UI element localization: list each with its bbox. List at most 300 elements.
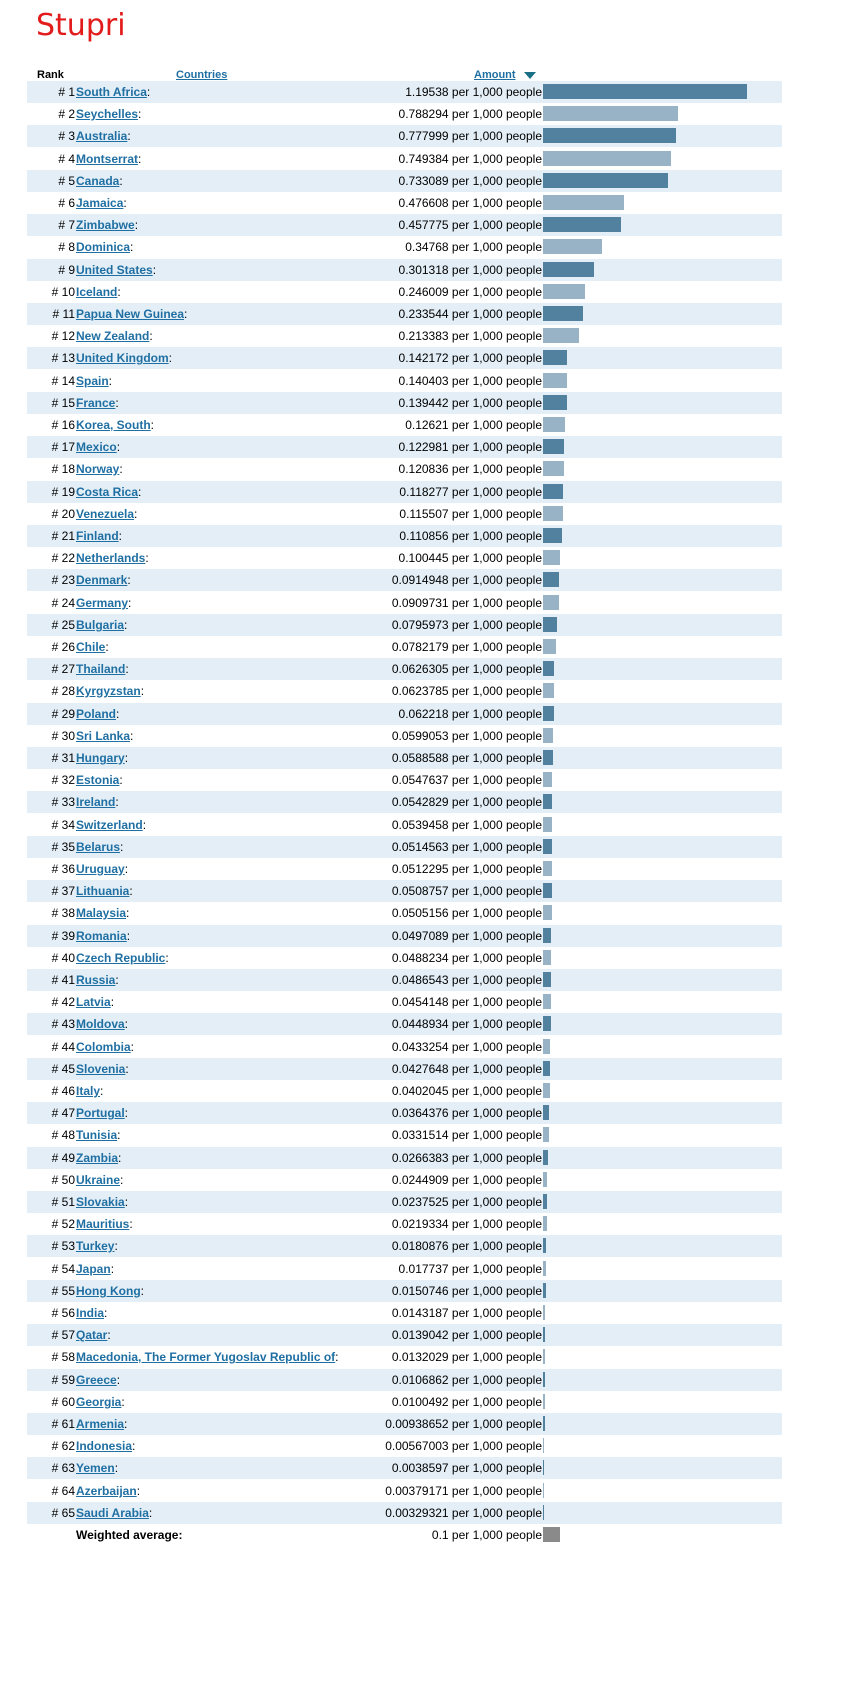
rank-cell: # 33: [51, 795, 75, 809]
rank-cell: # 60: [51, 1395, 75, 1409]
value-bar: [543, 683, 554, 698]
country-link[interactable]: Montserrat: [76, 152, 139, 166]
country-link[interactable]: Mexico: [76, 440, 117, 454]
amount-cell: 0.139442 per 1,000 people: [398, 396, 542, 410]
rank-cell: # 55: [51, 1284, 75, 1298]
value-bar: [543, 1127, 549, 1142]
value-bar: [543, 1039, 550, 1054]
table-row: [27, 192, 782, 214]
country-cell: Dominica:: [76, 240, 134, 254]
country-cell: Kyrgyzstan:: [76, 684, 145, 698]
table-row: [27, 370, 782, 392]
value-bar: [543, 328, 579, 343]
table-row: [27, 902, 782, 924]
country-cell: Moldova:: [76, 1017, 129, 1031]
country-link[interactable]: Turkey: [76, 1239, 115, 1253]
rank-cell: # 58: [51, 1350, 75, 1364]
country-link[interactable]: Slovakia: [76, 1195, 125, 1209]
country-cell: Thailand:: [76, 662, 129, 676]
country-link[interactable]: Belarus: [76, 840, 121, 854]
value-bar: [543, 1283, 546, 1298]
table-row: [27, 1457, 782, 1479]
country-link[interactable]: Portugal: [76, 1106, 125, 1120]
country-cell: Mexico:: [76, 440, 121, 454]
country-cell: Montserrat:: [76, 152, 142, 166]
amount-cell: 1.19538 per 1,000 people: [405, 85, 542, 99]
rank-cell: # 56: [51, 1306, 75, 1320]
country-link[interactable]: Czech Republic: [76, 951, 166, 965]
country-cell: Azerbaijan:: [76, 1484, 141, 1498]
rank-cell: # 28: [51, 684, 75, 698]
country-link[interactable]: Japan: [76, 1262, 111, 1276]
amount-cell: 0.122981 per 1,000 people: [398, 440, 542, 454]
value-bar: [543, 950, 551, 965]
page-title: Stupri: [36, 8, 126, 43]
country-link[interactable]: Qatar: [76, 1328, 108, 1342]
country-link[interactable]: Australia: [76, 129, 128, 143]
amount-cell: 0.476608 per 1,000 people: [398, 196, 542, 210]
rank-cell: # 53: [51, 1239, 75, 1253]
table-row: [27, 1124, 782, 1146]
table-row: [27, 1213, 782, 1235]
rank-cell: # 30: [51, 729, 75, 743]
value-bar: [543, 839, 552, 854]
country-link[interactable]: Zimbabwe: [76, 218, 135, 232]
value-bar: [543, 1061, 550, 1076]
rank-cell: # 29: [51, 707, 75, 721]
value-bar: [543, 1261, 546, 1276]
country-link[interactable]: Greece: [76, 1373, 117, 1387]
country-link[interactable]: Seychelles: [76, 107, 139, 121]
amount-cell: 0.0038597 per 1,000 people: [391, 1461, 542, 1475]
amount-cell: 0.0599053 per 1,000 people: [391, 729, 542, 743]
amount-cell: 0.00567003 per 1,000 people: [385, 1439, 542, 1453]
amount-cell: 0.0782179 per 1,000 people: [391, 640, 542, 654]
country-cell: South Africa:: [76, 85, 151, 99]
amount-cell: 0.0505156 per 1,000 people: [391, 906, 542, 920]
country-link[interactable]: Papua New Guinea: [76, 307, 185, 321]
country-cell: Seychelles:: [76, 107, 142, 121]
value-bar: [543, 1438, 544, 1453]
country-link[interactable]: Kyrgyzstan: [76, 684, 141, 698]
value-bar: [543, 994, 551, 1009]
table-row: [27, 1435, 782, 1457]
country-cell: Japan:: [76, 1262, 115, 1276]
country-cell: Netherlands:: [76, 551, 149, 565]
value-bar: [543, 1105, 549, 1120]
value-bar: [543, 506, 563, 521]
rank-cell: # 16: [51, 418, 75, 432]
country-link[interactable]: Uruguay: [76, 862, 125, 876]
country-link[interactable]: Finland: [76, 529, 119, 543]
value-bar: [543, 639, 556, 654]
amount-cell: 0.062218 per 1,000 people: [398, 707, 542, 721]
amount-cell: 0.0180876 per 1,000 people: [391, 1239, 542, 1253]
value-bar: [543, 617, 557, 632]
value-bar: [543, 661, 554, 676]
rank-cell: # 63: [51, 1461, 75, 1475]
amount-cell: 0.301318 per 1,000 people: [398, 263, 542, 277]
amount-cell: 0.142172 per 1,000 people: [398, 351, 542, 365]
country-link[interactable]: Switzerland: [76, 818, 143, 832]
value-bar: [543, 794, 552, 809]
value-bar: [543, 1416, 545, 1431]
country-cell: Chile:: [76, 640, 109, 654]
amount-cell: 0.0626305 per 1,000 people: [391, 662, 542, 676]
sort-descending-arrow-icon[interactable]: [524, 72, 536, 79]
value-bar: [543, 395, 567, 410]
country-cell: Lithuania:: [76, 884, 133, 898]
amount-cell: 0.749384 per 1,000 people: [398, 152, 542, 166]
amount-column-header-link[interactable]: Amount: [474, 69, 516, 81]
rank-cell: # 27: [51, 662, 75, 676]
rank-cell: # 9: [58, 263, 75, 277]
amount-cell: 0.140403 per 1,000 people: [398, 374, 542, 388]
country-link[interactable]: South Africa: [76, 85, 147, 99]
table-row: [27, 1369, 782, 1391]
amount-cell: 0.788294 per 1,000 people: [398, 107, 542, 121]
value-bar: [543, 1372, 545, 1387]
weighted-average-bar: [543, 1527, 560, 1542]
amount-cell: 0.0237525 per 1,000 people: [391, 1195, 542, 1209]
rank-cell: # 47: [51, 1106, 75, 1120]
value-bar: [543, 750, 553, 765]
amount-cell: 0.115507 per 1,000 people: [399, 507, 542, 521]
country-link[interactable]: Macedonia, The Former Yugoslav Republic of: [76, 1350, 336, 1364]
country-cell: Estonia:: [76, 773, 123, 787]
table-row: [27, 1102, 782, 1124]
table-row: [27, 525, 782, 547]
country-link[interactable]: Yemen: [76, 1461, 115, 1475]
value-bar: [543, 1460, 544, 1475]
rank-cell: # 34: [51, 818, 75, 832]
table-row: [27, 392, 782, 414]
amount-cell: 0.777999 per 1,000 people: [398, 129, 542, 143]
country-link[interactable]: Armenia: [76, 1417, 125, 1431]
table-row: [27, 547, 782, 569]
country-link[interactable]: Romania: [76, 929, 127, 943]
country-link[interactable]: Ireland: [76, 795, 116, 809]
country-cell: Venezuela:: [76, 507, 138, 521]
value-bar: [543, 883, 552, 898]
amount-cell: 0.0795973 per 1,000 people: [391, 618, 542, 632]
table-row: [27, 1480, 782, 1502]
country-link[interactable]: Norway: [76, 462, 120, 476]
country-link[interactable]: Russia: [76, 973, 116, 987]
country-cell: Switzerland:: [76, 818, 147, 832]
table-row: [27, 436, 782, 458]
amount-cell: 0.00938652 per 1,000 people: [385, 1417, 542, 1431]
country-link[interactable]: Latvia: [76, 995, 111, 1009]
value-bar: [543, 817, 552, 832]
value-bar: [543, 284, 585, 299]
rank-cell: # 65: [51, 1506, 75, 1520]
amount-cell: 0.457775 per 1,000 people: [398, 218, 542, 232]
amount-cell: 0.0364376 per 1,000 people: [391, 1106, 542, 1120]
table-row: [27, 303, 782, 325]
country-cell: Ukraine:: [76, 1173, 124, 1187]
country-cell: Ireland:: [76, 795, 119, 809]
country-cell: Sri Lanka:: [76, 729, 134, 743]
amount-cell: 0.0542829 per 1,000 people: [391, 795, 542, 809]
weighted-average-label: Weighted average:: [76, 1528, 183, 1542]
value-bar: [543, 1483, 544, 1498]
amount-cell: 0.213383 per 1,000 people: [398, 329, 542, 343]
country-link[interactable]: Moldova: [76, 1017, 125, 1031]
table-row: [27, 991, 782, 1013]
rank-cell: # 45: [51, 1062, 75, 1076]
weighted-average-value: 0.1 per 1,000 people: [431, 1528, 542, 1542]
country-cell: Korea, South:: [76, 418, 155, 432]
rank-cell: # 18: [51, 462, 75, 476]
amount-cell: 0.34768 per 1,000 people: [405, 240, 542, 254]
country-link[interactable]: Mauritius: [76, 1217, 130, 1231]
table-row: [27, 1280, 782, 1302]
amount-cell: 0.0488234 per 1,000 people: [391, 951, 542, 965]
table-row: [27, 1413, 782, 1435]
rank-cell: # 3: [58, 129, 75, 143]
rank-cell: # 40: [51, 951, 75, 965]
rank-cell: # 52: [51, 1217, 75, 1231]
country-link[interactable]: Thailand: [76, 662, 126, 676]
country-link[interactable]: New Zealand: [76, 329, 150, 343]
table-row: [27, 636, 782, 658]
country-link[interactable]: Zambia: [76, 1151, 119, 1165]
amount-cell: 0.0150746 per 1,000 people: [391, 1284, 542, 1298]
value-bar: [543, 1150, 548, 1165]
amount-cell: 0.0139042 per 1,000 people: [391, 1328, 542, 1342]
country-link[interactable]: Slovenia: [76, 1062, 126, 1076]
value-bar: [543, 905, 552, 920]
rank-cell: # 62: [51, 1439, 75, 1453]
table-row: [27, 1191, 782, 1213]
rank-cell: # 61: [51, 1417, 75, 1431]
table-row: [27, 414, 782, 436]
country-cell: Norway:: [76, 462, 123, 476]
value-bar: [543, 706, 554, 721]
table-row: [27, 1235, 782, 1257]
country-cell: Spain:: [76, 374, 113, 388]
table-row: [27, 947, 782, 969]
rank-cell: # 7: [58, 218, 75, 232]
country-link[interactable]: Bulgaria: [76, 618, 125, 632]
value-bar: [543, 1349, 545, 1364]
value-bar: [543, 928, 551, 943]
rank-cell: # 44: [51, 1040, 75, 1054]
amount-cell: 0.0547637 per 1,000 people: [391, 773, 542, 787]
amount-cell: 0.118277 per 1,000 people: [399, 485, 542, 499]
value-bar: [543, 1216, 547, 1231]
rank-cell: # 26: [51, 640, 75, 654]
country-cell: Macedonia, The Former Yugoslav Republic of:: [76, 1350, 339, 1364]
value-bar: [543, 439, 564, 454]
amount-cell: 0.0486543 per 1,000 people: [391, 973, 542, 987]
country-cell: Malaysia:: [76, 906, 130, 920]
table-row: [27, 1302, 782, 1324]
country-cell: Latvia:: [76, 995, 115, 1009]
rank-cell: # 64: [51, 1484, 75, 1498]
country-link[interactable]: Dominica: [76, 240, 131, 254]
country-link[interactable]: Ukraine: [76, 1173, 121, 1187]
rank-cell: # 21: [51, 529, 75, 543]
country-link[interactable]: Colombia: [76, 1040, 131, 1054]
country-link[interactable]: Korea, South: [76, 418, 151, 432]
rank-cell: # 12: [51, 329, 75, 343]
country-cell: Indonesia:: [76, 1439, 136, 1453]
table-row: [27, 858, 782, 880]
table-row: [27, 1346, 782, 1368]
amount-cell: 0.0100492 per 1,000 people: [391, 1395, 542, 1409]
amount-cell: 0.0454148 per 1,000 people: [391, 995, 542, 1009]
value-bar: [543, 262, 594, 277]
country-link[interactable]: Saudi Arabia: [76, 1506, 149, 1520]
rank-cell: # 38: [51, 906, 75, 920]
country-cell: Papua New Guinea:: [76, 307, 188, 321]
amount-cell: 0.0508757 per 1,000 people: [391, 884, 542, 898]
country-link[interactable]: Jamaica: [76, 196, 124, 210]
country-link[interactable]: India: [76, 1306, 105, 1320]
rank-cell: # 11: [52, 307, 75, 321]
country-link[interactable]: Chile: [76, 640, 106, 654]
rank-cell: # 1: [58, 85, 75, 99]
country-link[interactable]: Iceland: [76, 285, 118, 299]
country-cell: Jamaica:: [76, 196, 127, 210]
value-bar: [543, 373, 567, 388]
table-row: [27, 925, 782, 947]
country-cell: Germany:: [76, 596, 132, 610]
table-row: [27, 769, 782, 791]
country-cell: Armenia:: [76, 1417, 128, 1431]
table-row: [27, 592, 782, 614]
table-row: [27, 725, 782, 747]
country-link[interactable]: Denmark: [76, 573, 128, 587]
value-bar: [543, 572, 559, 587]
country-link[interactable]: Germany: [76, 596, 129, 610]
country-cell: Slovenia:: [76, 1062, 129, 1076]
amount-cell: 0.246009 per 1,000 people: [398, 285, 542, 299]
table-row: [27, 1036, 782, 1058]
rank-cell: # 14: [51, 374, 75, 388]
country-link[interactable]: Spain: [76, 374, 109, 388]
country-link[interactable]: Canada: [76, 174, 120, 188]
table-row: [27, 259, 782, 281]
table-row: [27, 236, 782, 258]
country-link[interactable]: Malaysia: [76, 906, 127, 920]
rank-cell: # 48: [51, 1128, 75, 1142]
country-cell: Zimbabwe:: [76, 218, 139, 232]
country-link[interactable]: United States: [76, 263, 153, 277]
country-link[interactable]: Georgia: [76, 1395, 122, 1409]
country-cell: India:: [76, 1306, 108, 1320]
amount-cell: 0.0497089 per 1,000 people: [391, 929, 542, 943]
country-cell: United Kingdom:: [76, 351, 172, 365]
table-row: [27, 1391, 782, 1413]
rank-cell: # 22: [51, 551, 75, 565]
amount-cell: 0.0448934 per 1,000 people: [391, 1017, 542, 1031]
country-link[interactable]: Italy: [76, 1084, 101, 1098]
country-cell: Romania:: [76, 929, 131, 943]
value-bar: [543, 595, 559, 610]
amount-cell: 0.00329321 per 1,000 people: [385, 1506, 542, 1520]
country-link[interactable]: United Kingdom: [76, 351, 169, 365]
amount-cell: 0.0909731 per 1,000 people: [391, 596, 542, 610]
country-link[interactable]: Sri Lanka: [76, 729, 131, 743]
value-bar: [543, 484, 563, 499]
value-bar: [543, 173, 668, 188]
rank-cell: # 39: [51, 929, 75, 943]
value-bar: [543, 1172, 547, 1187]
table-row: [27, 836, 782, 858]
country-link[interactable]: Indonesia: [76, 1439, 133, 1453]
country-link[interactable]: Tunisia: [76, 1128, 118, 1142]
value-bar: [543, 195, 624, 210]
country-cell: Costa Rica:: [76, 485, 142, 499]
country-cell: Qatar:: [76, 1328, 111, 1342]
value-bar: [543, 151, 671, 166]
country-link[interactable]: Costa Rica: [76, 485, 139, 499]
rank-cell: # 42: [51, 995, 75, 1009]
value-bar: [543, 306, 583, 321]
country-cell: Turkey:: [76, 1239, 118, 1253]
rank-cell: # 24: [51, 596, 75, 610]
country-link[interactable]: Hong Kong: [76, 1284, 141, 1298]
country-cell: Czech Republic:: [76, 951, 169, 965]
rank-cell: # 25: [51, 618, 75, 632]
amount-cell: 0.0106862 per 1,000 people: [391, 1373, 542, 1387]
table-row: [27, 1258, 782, 1280]
weighted-average-row: [27, 1524, 782, 1546]
amount-cell: 0.0219334 per 1,000 people: [391, 1217, 542, 1231]
value-bar: [543, 861, 552, 876]
value-bar: [543, 461, 564, 476]
rank-cell: # 50: [51, 1173, 75, 1187]
country-cell: Tunisia:: [76, 1128, 121, 1142]
rank-cell: # 4: [58, 152, 75, 166]
country-link[interactable]: Estonia: [76, 773, 120, 787]
value-bar: [543, 1305, 545, 1320]
countries-column-header-link[interactable]: Countries: [176, 69, 228, 81]
table-row: [27, 81, 782, 103]
table-row: [27, 614, 782, 636]
value-bar: [543, 1194, 547, 1209]
country-cell: Iceland:: [76, 285, 121, 299]
country-link[interactable]: Azerbaijan: [76, 1484, 137, 1498]
rank-cell: # 2: [58, 107, 75, 121]
table-row: [27, 680, 782, 702]
country-cell: Canada:: [76, 174, 123, 188]
country-link[interactable]: Hungary: [76, 751, 125, 765]
rank-cell: # 19: [51, 485, 75, 499]
value-bar: [543, 972, 551, 987]
country-link[interactable]: France: [76, 396, 116, 410]
table-row: [27, 125, 782, 147]
rank-cell: # 57: [51, 1328, 75, 1342]
amount-cell: 0.0512295 per 1,000 people: [391, 862, 542, 876]
rank-cell: # 32: [51, 773, 75, 787]
country-link[interactable]: Poland: [76, 707, 117, 721]
table-row: [27, 1147, 782, 1169]
table-row: [27, 281, 782, 303]
rank-column-header: Rank: [37, 69, 64, 81]
country-cell: Slovakia:: [76, 1195, 129, 1209]
value-bar: [543, 417, 565, 432]
rank-cell: # 5: [58, 174, 75, 188]
country-link[interactable]: Lithuania: [76, 884, 130, 898]
country-link[interactable]: Venezuela: [76, 507, 135, 521]
table-row: [27, 503, 782, 525]
country-link[interactable]: Netherlands: [76, 551, 146, 565]
amount-cell: 0.0266383 per 1,000 people: [391, 1151, 542, 1165]
